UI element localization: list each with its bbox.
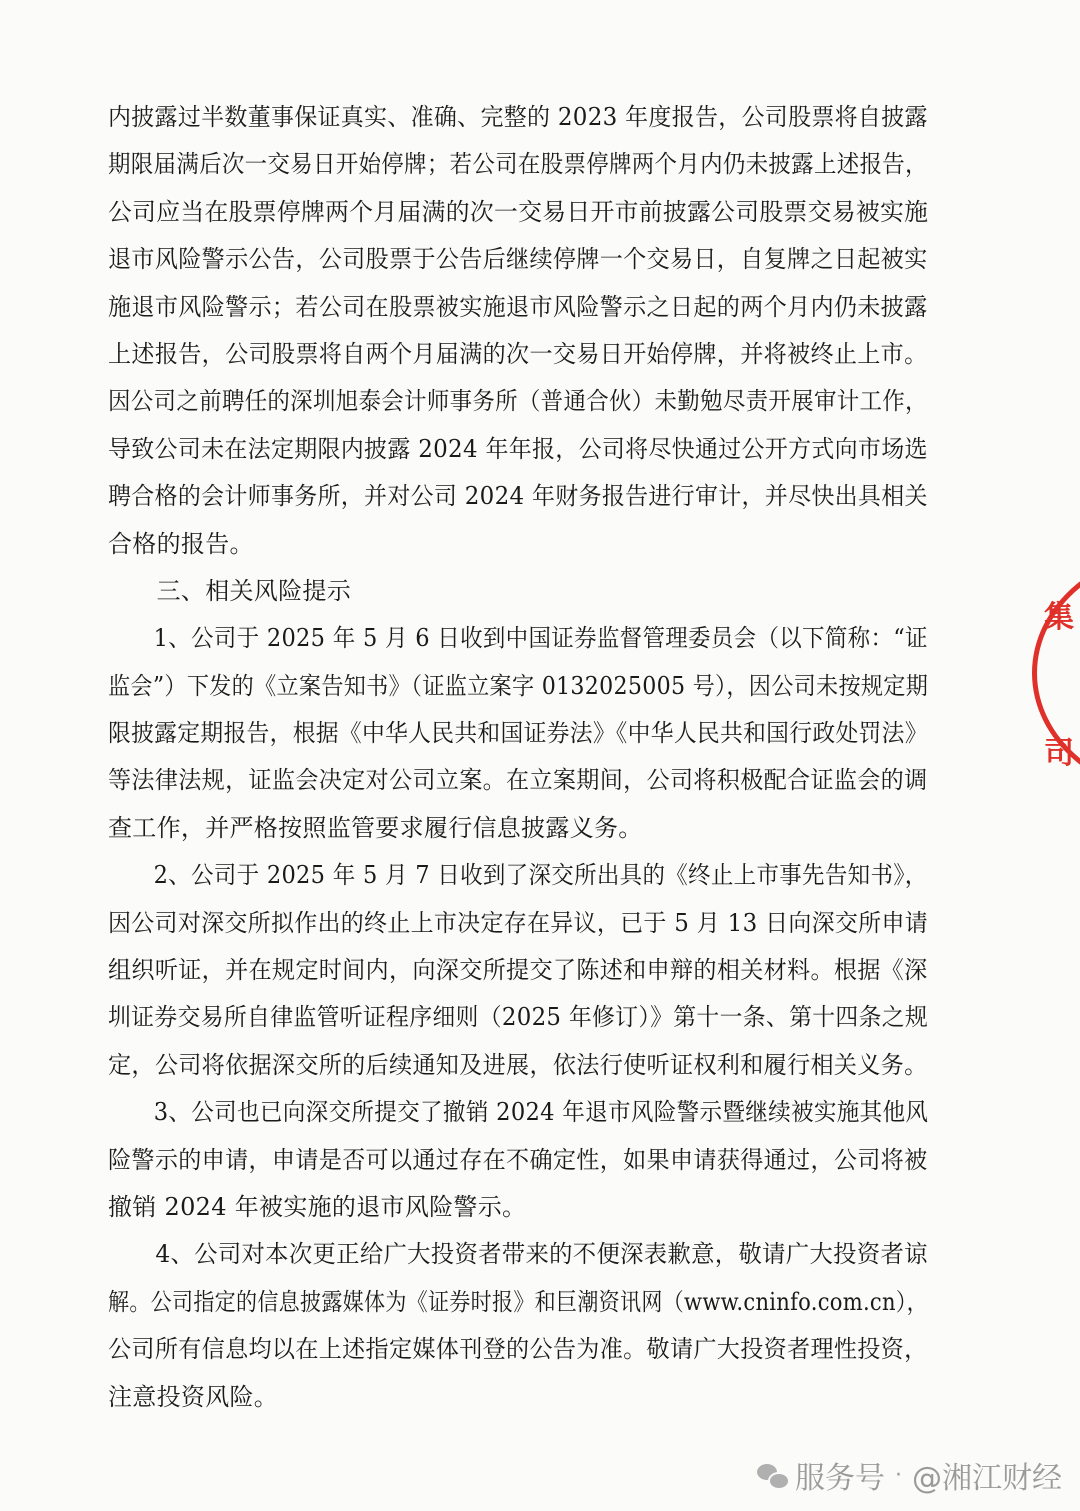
document-body	[108, 94, 928, 1421]
document-line: 查工作，并严格按照监管要求履行信息披露义务。	[108, 813, 643, 842]
watermark-account: @湘江财经	[912, 1461, 1062, 1496]
seal-char: 司	[1044, 736, 1074, 771]
document-line: 2、公司于 2025 年 5 月 7 日收到了深交所出具的《终止上市事先告知书》，	[108, 861, 928, 890]
document-line: 圳证券交易所自律监管听证程序细则（2025 年修订）》第十一条、第十四条之规	[108, 1003, 929, 1032]
document-line: 退市风险警示公告，公司股票于公告后继续停牌一个交易日，自复牌之日起被实	[108, 245, 928, 274]
document-line: 定，公司将依据深交所的后续通知及进展，依法行使听证权利和履行相关义务。	[108, 1050, 928, 1079]
document-line: 聘合格的会计师事务所，并对公司 2024 年财务报告进行审计，并尽快出具相关	[108, 482, 928, 511]
document-line: 监会”）下发的《立案告知书》（证监立案字 0132025005 号），因公司未按规定期	[108, 671, 929, 700]
document-line: 导致公司未在法定期限内披露 2024 年年报，公司将尽快通过公开方式向市场选	[108, 434, 928, 463]
watermark-service-label: 服务号	[795, 1461, 885, 1496]
document-line: 险警示的申请，申请是否可以通过存在不确定性，如果申请获得通过，公司将被	[108, 1145, 928, 1174]
document-line: 合格的报告。	[108, 529, 254, 558]
document-line: 因公司对深交所拟作出的终止上市决定存在异议，已于 5 月 13 日向深交所申请	[108, 908, 929, 937]
document-line: 1、公司于 2025 年 5 月 6 日收到中国证券监督管理委员会（以下简称：“证	[108, 624, 928, 653]
wechat-icon	[757, 1460, 787, 1490]
document-line: 期限届满后次一交易日开始停牌；若公司在股票停牌两个月内仍未披露上述报告，	[108, 150, 928, 179]
document-line: 三、相关风险提示	[108, 576, 351, 605]
watermark-separator: ·	[895, 1462, 902, 1488]
seal-char: 集	[1044, 600, 1074, 635]
document-line: 公司应当在股票停牌两个月届满的次一交易日开市前披露公司股票交易被实施	[108, 197, 929, 226]
document-line: 因公司之前聘任的深圳旭泰会计师事务所（普通合伙）未勤勉尽责开展审计工作，	[108, 387, 928, 416]
document-line: 注意投资风险。	[108, 1382, 279, 1411]
document-line: 4、公司对本次更正给广大投资者带来的不便深表歉意，敬请广大投资者谅	[108, 1240, 928, 1269]
document-line: 上述报告，公司股票将自两个月届满的次一交易日开始停牌，并将被终止上市。	[108, 339, 928, 368]
document-line: 解。公司指定的信息披露媒体为《证券时报》和巨潮资讯网（www.cninfo.com.cn），	[108, 1287, 928, 1316]
document-line: 公司所有信息均以在上述指定媒体刊登的公告为准。敬请广大投资者理性投资，	[108, 1335, 928, 1364]
document-line: 施退市风险警示；若公司在股票被实施退市风险警示之日起的两个月内仍未披露	[108, 292, 928, 321]
document-line: 3、公司也已向深交所提交了撤销 2024 年退市风险警示暨继续被实施其他风	[108, 1098, 929, 1127]
company-seal	[1032, 548, 1080, 798]
document-line: 组织听证，并在规定时间内，向深交所提交了陈述和申辩的相关材料。根据《深	[108, 956, 928, 985]
document-line: 内披露过半数董事保证真实、准确、完整的 2023 年度报告，公司股票将自披露	[108, 103, 928, 131]
document-line: 等法律法规，证监会决定对公司立案。在立案期间，公司将积极配合证监会的调	[108, 766, 928, 795]
document-line: 撤销 2024 年被实施的退市风险警示。	[108, 1192, 527, 1221]
watermark	[757, 1453, 1062, 1497]
document-line: 限披露定期报告，根据《中华人民共和国证券法》《中华人民共和国行政处罚法》	[108, 719, 928, 748]
